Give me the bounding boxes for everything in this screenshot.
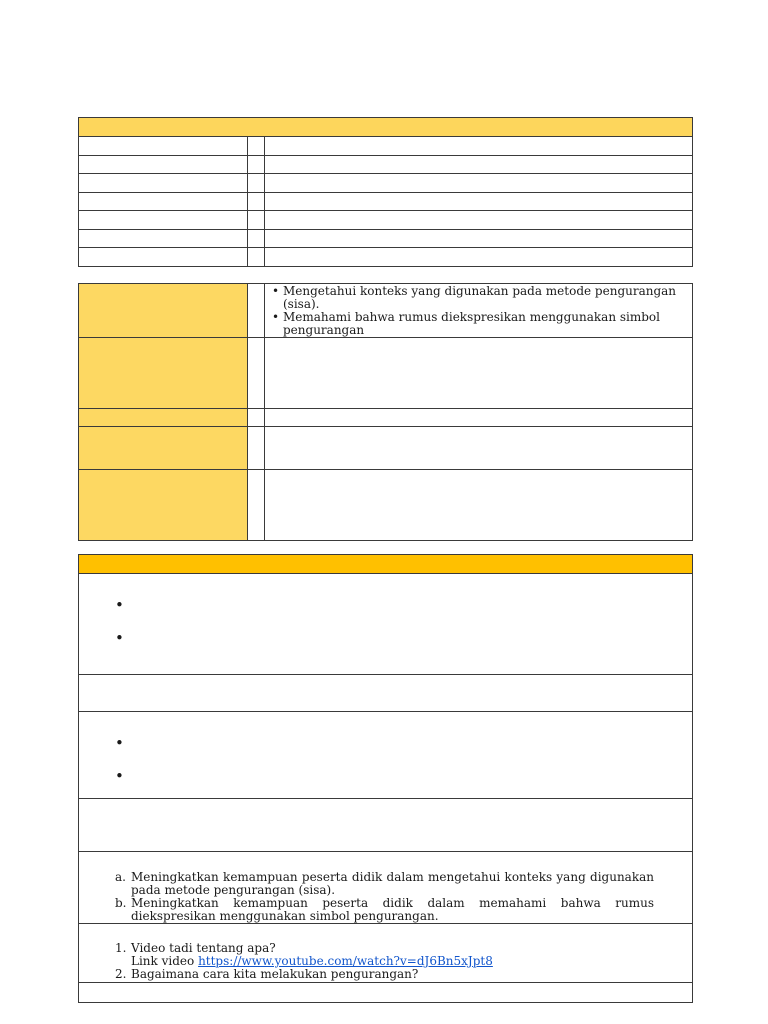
header-cell xyxy=(79,118,693,137)
label-cell xyxy=(79,174,248,193)
value-cell xyxy=(265,427,693,470)
value-cell xyxy=(265,248,693,267)
colon-cell xyxy=(248,174,265,193)
list-marker: a. xyxy=(115,870,126,884)
table-row xyxy=(79,427,693,470)
value-cell xyxy=(265,211,693,230)
table-row xyxy=(79,470,693,541)
table-row xyxy=(79,574,693,675)
list-item xyxy=(79,765,692,798)
colon-cell xyxy=(248,137,265,156)
list-item xyxy=(79,942,682,968)
value-cell xyxy=(265,192,693,211)
table-row xyxy=(79,155,693,174)
learning-goals-list xyxy=(271,285,686,337)
activity-table xyxy=(78,554,693,1003)
colon-cell xyxy=(248,338,265,409)
table-row xyxy=(79,675,693,712)
colon-cell xyxy=(248,248,265,267)
objective-text: Meningkatkan kemampuan peserta didik dalam memahami bahwa rumus diekspresikan menggunakan simbol pengurangan. xyxy=(131,896,654,923)
colon-cell xyxy=(248,284,265,338)
empty-cell xyxy=(79,983,693,1003)
table-row xyxy=(79,248,693,267)
list-item xyxy=(79,732,692,765)
bullet-list xyxy=(79,594,692,660)
colon-cell xyxy=(248,427,265,470)
label-cell xyxy=(79,248,248,267)
label-cell xyxy=(79,229,248,248)
list-item: • Mengetahui konteks yang digunakan pada metode pengurangan (sisa). xyxy=(283,285,686,311)
value-cell xyxy=(265,470,693,541)
colon-cell xyxy=(248,155,265,174)
table-row xyxy=(79,983,693,1003)
colon-cell xyxy=(248,192,265,211)
question-text: Bagaimana cara kita melakukan pengurangan? xyxy=(131,967,419,981)
objectives-list xyxy=(79,871,654,923)
table-row xyxy=(79,852,693,924)
list-item xyxy=(79,627,692,660)
header-cell xyxy=(79,555,693,574)
bullet-cell xyxy=(79,574,693,675)
value-cell xyxy=(265,229,693,248)
table-row xyxy=(79,211,693,230)
table-row xyxy=(79,174,693,193)
table-row xyxy=(79,192,693,211)
label-cell xyxy=(79,427,248,470)
colon-cell xyxy=(248,229,265,248)
label-cell xyxy=(79,211,248,230)
list-item xyxy=(79,968,682,981)
table-row xyxy=(79,799,693,852)
list-marker: 1. xyxy=(115,941,127,955)
empty-cell xyxy=(79,675,693,712)
label-cell xyxy=(79,155,248,174)
value-cell xyxy=(265,137,693,156)
list-item xyxy=(79,871,654,897)
question-text: Video tadi tentang apa? xyxy=(131,941,276,955)
value-cell xyxy=(265,338,693,409)
label-cell xyxy=(79,470,248,541)
objectives-cell xyxy=(79,852,693,924)
label-cell xyxy=(79,284,248,338)
table-row xyxy=(79,712,693,799)
value-cell xyxy=(265,174,693,193)
value-cell xyxy=(265,409,693,427)
table-row xyxy=(79,924,693,983)
table-row xyxy=(79,137,693,156)
questions-list xyxy=(79,942,682,981)
label-cell xyxy=(79,338,248,409)
link-prefix: Link video xyxy=(131,954,199,968)
colon-cell xyxy=(248,211,265,230)
label-cell xyxy=(79,409,248,427)
colon-cell xyxy=(248,470,265,541)
empty-cell xyxy=(79,799,693,852)
table-row xyxy=(79,338,693,409)
identity-table-header xyxy=(79,118,693,137)
label-cell xyxy=(79,192,248,211)
label-cell xyxy=(79,137,248,156)
table-row xyxy=(79,409,693,427)
list-marker: 2. xyxy=(115,967,127,981)
questions-cell xyxy=(79,924,693,983)
identity-table xyxy=(78,117,693,267)
activity-table-header xyxy=(79,555,693,574)
competency-table xyxy=(78,283,693,541)
list-item: • Memahami bahwa rumus diekspresikan menggunakan simbol pengurangan xyxy=(283,311,686,337)
objective-text: Meningkatkan kemampuan peserta didik dalam mengetahui konteks yang digunakan pada metode pengurangan (sisa). xyxy=(131,870,654,897)
bullet-list xyxy=(79,732,692,798)
list-marker: b. xyxy=(115,896,127,910)
colon-cell xyxy=(248,409,265,427)
list-item xyxy=(79,594,692,627)
learning-goals-cell xyxy=(265,284,693,338)
table-row xyxy=(79,284,693,338)
table-row xyxy=(79,229,693,248)
bullet-cell xyxy=(79,712,693,799)
value-cell xyxy=(265,155,693,174)
video-link[interactable]: https://www.youtube.com/watch?v=dJ6Bn5xJpt8 xyxy=(198,954,493,968)
list-item xyxy=(79,897,654,923)
